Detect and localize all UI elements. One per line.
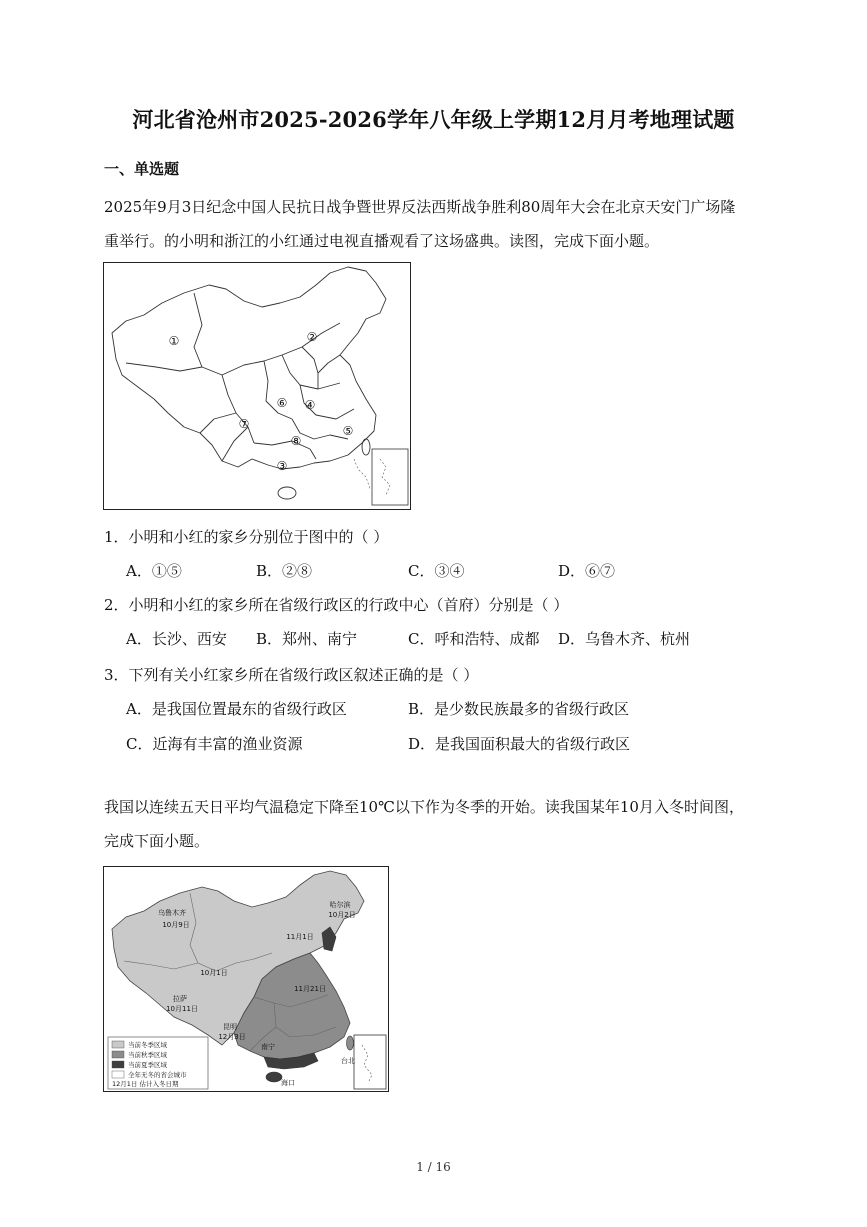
question-1-stem: 1．小明和小红的家乡分别位于图中的（ ） [104,528,389,546]
passage-1-line-1: 2025年9月3日纪念中国人民抗日战争暨世界反法西斯战争胜利80周年大会在北京天安门广场隆 [104,198,736,216]
passage-2 [104,790,784,858]
question-1-option-b[interactable]: B．②⑧ [256,562,313,580]
question-2-option-b[interactable]: B．郑州、南宁 [256,630,358,648]
passage-2-line-2: 完成下面小题。 [104,832,210,850]
legend-winter-swatch [112,1041,124,1048]
section-heading: 一、单选题 [104,160,180,178]
page-title: 河北省沧州市2025-2026学年八年级上学期12月月考地理试题 [132,107,735,132]
map1-label-3: ③ [276,459,288,473]
legend-autumn-text: 当前秋季区域 [128,1051,167,1059]
question-2-stem: 2．小明和小红的家乡所在省级行政区的行政中心（首府）分别是（ ） [104,596,569,614]
passage-1-line-2: 重举行。的小明和浙江的小红通过电视直播观看了这场盛典。读图，完成下面小题。 [104,232,660,250]
legend-summer-text: 当前夏季区域 [128,1061,167,1069]
map2-label-taipei: 台北 [341,1057,355,1065]
page-number: 1 / 16 [416,1160,451,1174]
china-province-map [103,262,411,510]
map2-label-haikou: 海口 [281,1079,295,1087]
map2-label-lhasa: 拉萨 [173,995,187,1003]
question-2-option-d[interactable]: D．乌鲁木齐、杭州 [558,630,691,648]
map2-label-west-date: 10月1日 [200,969,228,977]
question-2-option-c[interactable]: C．呼和浩特、成都 [408,630,540,648]
map2-label-urumqi-date: 10月9日 [162,921,190,929]
question-3-stem: 3．下列有关小红家乡所在省级行政区叙述正确的是（ ） [104,666,479,684]
passage-2-line-1: 我国以连续五天日平均气温稳定下降至10℃以下作为冬季的开始。读我国某年10月入冬时间图， [104,798,744,816]
question-2-option-a[interactable]: A．长沙、西安 [126,630,227,648]
question-3-option-c[interactable]: C．近海有丰富的渔业资源 [126,735,303,753]
china-province-map-svg [104,263,410,509]
legend-nowinter-swatch [112,1071,124,1078]
map2-label-urumqi: 乌鲁木齐 [158,909,186,917]
map1-label-5: ⑤ [342,424,354,438]
question-3-option-b[interactable]: B．是少数民族最多的省级行政区 [408,700,630,718]
legend-summer-swatch [112,1061,124,1068]
map2-label-north-date: 11月1日 [286,933,314,941]
winter-onset-map [103,866,389,1092]
map2-label-lhasa-date: 10月11日 [166,1005,198,1013]
map2-label-harbin: 哈尔滨 [329,901,351,909]
map2-legend [108,1037,208,1089]
map1-label-1: ① [168,334,180,348]
map2-label-harbin-date: 10月2日 [328,911,356,919]
map1-label-2: ② [306,330,318,344]
legend-date-text: 12月1日 估计入冬日期 [112,1080,179,1088]
question-1-option-d[interactable]: D．⑥⑦ [558,562,616,580]
map1-label-4: ④ [304,398,316,412]
question-3-option-d[interactable]: D．是我国面积最大的省级行政区 [408,735,631,753]
passage-1 [104,190,784,258]
legend-winter-text: 当前冬季区域 [128,1041,167,1049]
question-1-option-c[interactable]: C．③④ [408,562,465,580]
map2-label-kunming-date: 12月3日 [218,1033,246,1041]
legend-nowinter-text: 全年无冬的省会城市 [128,1071,187,1079]
map1-label-6: ⑥ [276,396,288,410]
map2-label-nanning: 南宁 [261,1043,275,1051]
winter-onset-map-svg [104,867,388,1091]
question-3-option-a[interactable]: A．是我国位置最东的省级行政区 [126,700,347,718]
legend-autumn-swatch [112,1051,124,1058]
map2-label-kunming: 昆明 [223,1023,237,1031]
question-1-option-a[interactable]: A．①⑤ [126,562,182,580]
map2-label-east-date: 11月21日 [294,985,326,993]
map1-label-8: ⑧ [290,434,302,448]
map1-label-7: ⑦ [238,417,250,431]
